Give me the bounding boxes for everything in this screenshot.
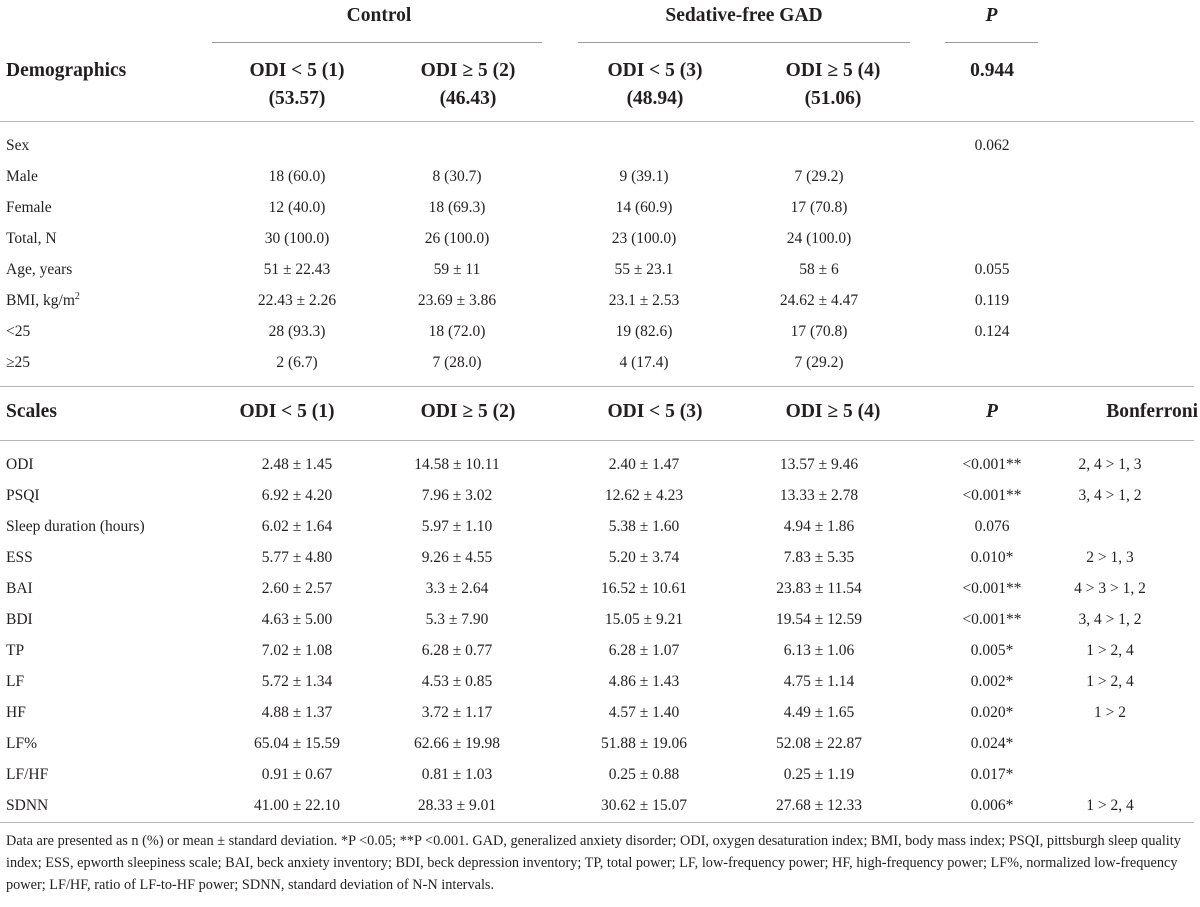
row-v2: 59 ± 11 xyxy=(433,261,481,278)
row-v4: 7 (29.2) xyxy=(794,354,844,371)
row-v1: 5.72 ± 1.34 xyxy=(261,673,333,690)
row-v1: 51 ± 22.43 xyxy=(263,261,331,278)
row-p: 0.017* xyxy=(970,766,1014,783)
table-row xyxy=(0,666,1200,697)
row-p: 0.010* xyxy=(970,549,1014,566)
bmi-label-text: BMI, kg/m xyxy=(6,292,75,309)
row-v4: 17 (70.8) xyxy=(790,323,848,340)
row-label: LF xyxy=(6,673,25,690)
row-v1: 22.43 ± 2.26 xyxy=(257,292,337,309)
row-v3: 9 (39.1) xyxy=(619,168,669,185)
row-label: Age, years xyxy=(6,261,73,278)
table-row xyxy=(0,449,1200,480)
row-v1: 28 (93.3) xyxy=(268,323,326,340)
row-label: Female xyxy=(6,199,52,216)
row-v2: 14.58 ± 10.11 xyxy=(414,456,500,473)
row-v2: 4.53 ± 0.85 xyxy=(421,673,493,690)
row-v3: 15.05 ± 9.21 xyxy=(604,611,684,628)
row-label: ODI xyxy=(6,456,34,473)
row-p: <0.001** xyxy=(962,611,1022,628)
bmi-superscript: 2 xyxy=(74,290,80,302)
row-v3: 6.28 ± 1.07 xyxy=(608,642,680,659)
row-label: BAI xyxy=(6,580,33,597)
scale-col-1-header: ODI < 5 (1) xyxy=(239,401,335,422)
demographics-heading: Demographics xyxy=(6,60,127,81)
row-v3: 19 (82.6) xyxy=(615,323,673,340)
row-v4: 19.54 ± 12.59 xyxy=(775,611,862,628)
table-footnote: Data are presented as n (%) or mean ± standard deviation. *P <0.05; **P <0.001. GAD, generalized anxiety disorder; ODI, oxygen desaturation index; BMI, body mass index; PSQI, pittsburgh sleep quality index; ESS, epworth sleepiness scale; BAI, beck anxiety inventory; BDI, beck depression inventory; TP, total power; LF, low-frequency power; HF, high-frequency power; LF%, normalized low-frequency power; LF/HF, ratio of LF-to-HF power; SDNN, standard deviation of N-N intervals. xyxy=(6,833,1181,893)
row-v4: 24.62 ± 4.47 xyxy=(779,292,859,309)
row-v2: 5.3 ± 7.90 xyxy=(425,611,489,628)
row-v4: 4.94 ± 1.86 xyxy=(783,518,855,535)
table-row xyxy=(0,223,1200,254)
row-label: Total, N xyxy=(6,230,57,247)
demo-col-2-header: ODI ≥ 5 (2) (46.43) xyxy=(420,60,516,109)
group-underline-control xyxy=(212,42,542,43)
table-row xyxy=(0,285,1200,316)
row-p: 0.119 xyxy=(974,292,1010,309)
row-bonferroni: 1 > 2, 4 xyxy=(1086,797,1134,814)
row-label: Male xyxy=(6,168,38,185)
scales-top-rule xyxy=(0,386,1194,387)
table-row xyxy=(0,790,1200,821)
row-v3: 4 (17.4) xyxy=(619,354,669,371)
row-v3: 5.20 ± 3.74 xyxy=(608,549,680,566)
row-v2: 23.69 ± 3.86 xyxy=(417,292,497,309)
demographics-header-rule xyxy=(0,121,1194,122)
table-row xyxy=(0,480,1200,511)
row-bonferroni: 1 > 2, 4 xyxy=(1086,642,1134,659)
row-label: <25 xyxy=(6,323,31,340)
row-label: BDI xyxy=(6,611,33,628)
table-row xyxy=(0,728,1200,759)
table-row xyxy=(0,511,1200,542)
row-v2: 7.96 ± 3.02 xyxy=(421,487,493,504)
row-v1: 2.48 ± 1.45 xyxy=(261,456,333,473)
table-row xyxy=(0,161,1200,192)
row-v4: 6.13 ± 1.06 xyxy=(783,642,855,659)
row-v3: 51.88 ± 19.06 xyxy=(600,735,687,752)
row-v1: 6.92 ± 4.20 xyxy=(261,487,333,504)
row-v2: 3.72 ± 1.17 xyxy=(421,704,493,721)
table-row xyxy=(0,316,1200,347)
row-bonferroni: 4 > 3 > 1, 2 xyxy=(1074,580,1146,597)
row-v2: 18 (69.3) xyxy=(428,199,486,216)
row-v1: 0.91 ± 0.67 xyxy=(261,766,333,783)
row-v3: 16.52 ± 10.61 xyxy=(600,580,687,597)
row-v1: 6.02 ± 1.64 xyxy=(261,518,333,535)
row-v4: 27.68 ± 12.33 xyxy=(775,797,862,814)
row-v3: 4.86 ± 1.43 xyxy=(608,673,680,690)
row-label: ESS xyxy=(6,549,33,566)
table-row xyxy=(0,347,1200,378)
row-v4: 7 (29.2) xyxy=(794,168,844,185)
demo-col-3-header: ODI < 5 (3) (48.94) xyxy=(607,60,703,109)
group-header-gad: Sedative-free GAD xyxy=(665,5,823,26)
row-v4: 4.75 ± 1.14 xyxy=(783,673,855,690)
row-v3: 30.62 ± 15.07 xyxy=(600,797,687,814)
row-bonferroni: 2, 4 > 1, 3 xyxy=(1078,456,1142,473)
row-p: 0.124 xyxy=(974,323,1010,340)
row-v4: 13.57 ± 9.46 xyxy=(779,456,859,473)
row-v2: 7 (28.0) xyxy=(432,354,482,371)
row-label xyxy=(6,285,80,316)
group-header-p: P xyxy=(985,5,998,26)
row-v3: 55 ± 23.1 xyxy=(614,261,674,278)
row-v2: 0.81 ± 1.03 xyxy=(421,766,493,783)
row-label: LF% xyxy=(6,735,37,752)
scale-col-3-header: ODI < 5 (3) xyxy=(607,401,703,422)
table-row xyxy=(0,635,1200,666)
row-v1: 41.00 ± 22.10 xyxy=(253,797,340,814)
row-v3: 12.62 ± 4.23 xyxy=(604,487,684,504)
row-p: 0.006* xyxy=(970,797,1014,814)
row-v4: 23.83 ± 11.54 xyxy=(776,580,862,597)
row-v4: 4.49 ± 1.65 xyxy=(783,704,855,721)
row-label: ≥25 xyxy=(6,354,31,371)
row-v3: 5.38 ± 1.60 xyxy=(608,518,680,535)
table-row xyxy=(0,192,1200,223)
row-v2: 28.33 ± 9.01 xyxy=(417,797,497,814)
row-label: LF/HF xyxy=(6,766,49,783)
row-v1: 7.02 ± 1.08 xyxy=(261,642,333,659)
row-v2: 8 (30.7) xyxy=(432,168,482,185)
table-bottom-rule xyxy=(0,822,1194,823)
row-v4: 0.25 ± 1.19 xyxy=(783,766,855,783)
row-v2: 6.28 ± 0.77 xyxy=(421,642,493,659)
row-v1: 2.60 ± 2.57 xyxy=(261,580,333,597)
group-header-control: Control xyxy=(346,5,412,26)
row-p: 0.024* xyxy=(970,735,1014,752)
row-bonferroni: 1 > 2, 4 xyxy=(1086,673,1134,690)
row-label: Sleep duration (hours) xyxy=(6,518,145,535)
row-v3: 0.25 ± 0.88 xyxy=(608,766,680,783)
row-bonferroni: 3, 4 > 1, 2 xyxy=(1078,487,1142,504)
row-p: 0.076 xyxy=(974,518,1010,535)
scale-col-p-header: P xyxy=(986,401,998,422)
demo-p-value: 0.944 xyxy=(970,60,1014,81)
row-v2: 3.3 ± 2.64 xyxy=(425,580,489,597)
row-label: SDNN xyxy=(6,797,49,814)
group-underline-p xyxy=(945,42,1038,43)
row-v4: 52.08 ± 22.87 xyxy=(775,735,862,752)
row-v2: 62.66 ± 19.98 xyxy=(413,735,500,752)
row-v1: 5.77 ± 4.80 xyxy=(261,549,333,566)
row-label: TP xyxy=(6,642,25,659)
row-v3: 23.1 ± 2.53 xyxy=(608,292,680,309)
scales-heading: Scales xyxy=(6,401,57,422)
row-v1: 65.04 ± 15.59 xyxy=(253,735,340,752)
row-bonferroni: 2 > 1, 3 xyxy=(1086,549,1134,566)
row-p: 0.002* xyxy=(970,673,1014,690)
row-v2: 18 (72.0) xyxy=(428,323,486,340)
row-bonferroni: 3, 4 > 1, 2 xyxy=(1078,611,1142,628)
row-v1: 18 (60.0) xyxy=(268,168,326,185)
row-v4: 24 (100.0) xyxy=(786,230,852,247)
row-v3: 2.40 ± 1.47 xyxy=(608,456,680,473)
demo-col-4-header: ODI ≥ 5 (4) (51.06) xyxy=(785,60,881,109)
table-row xyxy=(0,759,1200,790)
row-p: <0.001** xyxy=(962,487,1022,504)
row-p: 0.062 xyxy=(974,137,1010,154)
row-v1: 12 (40.0) xyxy=(268,199,326,216)
row-v4: 7.83 ± 5.35 xyxy=(783,549,855,566)
table-row xyxy=(0,254,1200,285)
row-v2: 9.26 ± 4.55 xyxy=(421,549,493,566)
scales-header-rule xyxy=(0,440,1194,441)
row-v4: 13.33 ± 2.78 xyxy=(779,487,859,504)
row-v1: 4.63 ± 5.00 xyxy=(261,611,333,628)
row-label: PSQI xyxy=(6,487,40,504)
row-v2: 26 (100.0) xyxy=(424,230,490,247)
row-v4: 58 ± 6 xyxy=(799,261,839,278)
row-label: HF xyxy=(6,704,26,721)
row-v3: 23 (100.0) xyxy=(611,230,677,247)
table-row xyxy=(0,542,1200,573)
scale-col-4-header: ODI ≥ 5 (4) xyxy=(785,401,881,422)
scale-col-2-header: ODI ≥ 5 (2) xyxy=(420,401,516,422)
row-v3: 14 (60.9) xyxy=(615,199,673,216)
table-row xyxy=(0,604,1200,635)
row-v1: 4.88 ± 1.37 xyxy=(261,704,333,721)
row-p: <0.001** xyxy=(962,456,1022,473)
row-v1: 2 (6.7) xyxy=(276,354,318,371)
scale-col-bonferroni-header: Bonferroni xyxy=(1106,401,1198,422)
row-v1: 30 (100.0) xyxy=(264,230,330,247)
row-v4: 17 (70.8) xyxy=(790,199,848,216)
row-label: Sex xyxy=(6,137,30,154)
row-p: 0.020* xyxy=(970,704,1014,721)
row-v3: 4.57 ± 1.40 xyxy=(608,704,680,721)
row-p: 0.055 xyxy=(974,261,1010,278)
row-p: 0.005* xyxy=(970,642,1014,659)
table-row xyxy=(0,697,1200,728)
row-bonferroni: 1 > 2 xyxy=(1094,704,1126,721)
group-underline-gad xyxy=(578,42,910,43)
demo-col-1-header: ODI < 5 (1) (53.57) xyxy=(249,60,345,109)
table-row xyxy=(0,130,1200,161)
row-v2: 5.97 ± 1.10 xyxy=(421,518,493,535)
row-p: <0.001** xyxy=(962,580,1022,597)
table-row xyxy=(0,573,1200,604)
